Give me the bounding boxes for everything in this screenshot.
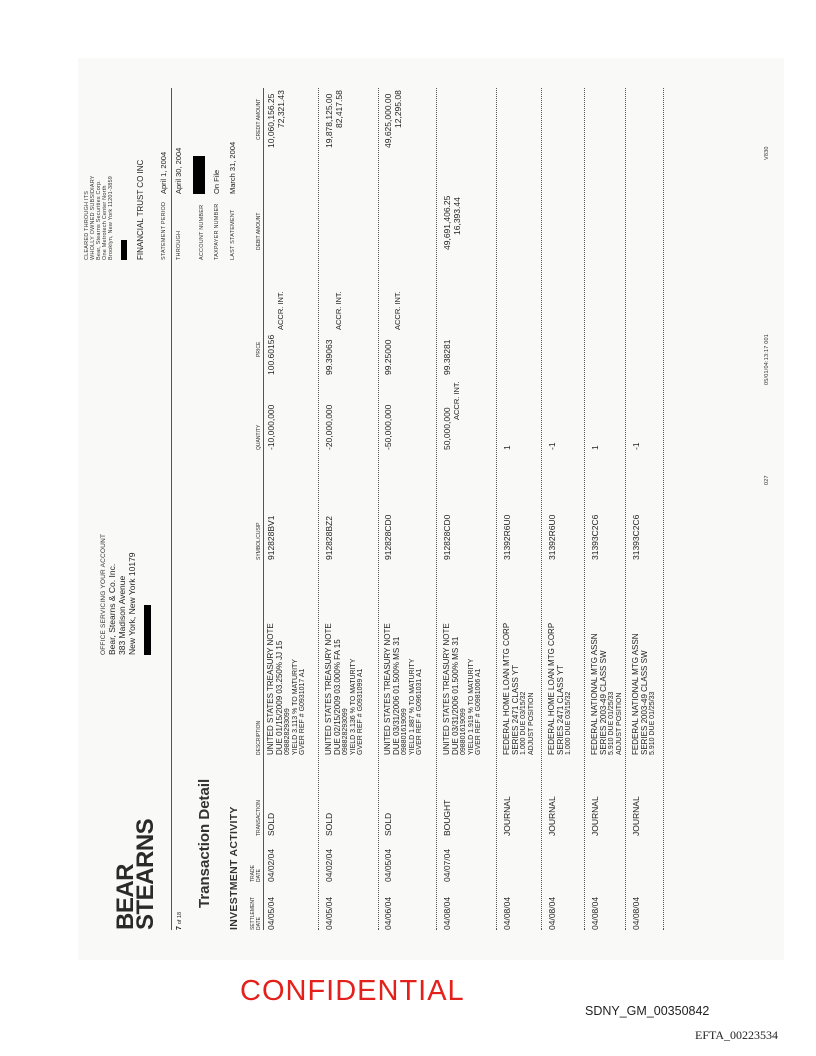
row-debit-amount-interest: 16,393.44 (452, 197, 462, 235)
row-description-line: SERIES 2003-49 CLASS SW (599, 650, 608, 755)
header-underline (263, 88, 264, 930)
row-description-line: 098801619099 (460, 708, 467, 755)
confidential-stamp: CONFIDENTIAL (240, 975, 465, 1007)
row-credit-amount-interest: 82,417.58 (334, 90, 344, 128)
column-header-trade: TRADE (250, 865, 256, 882)
row-settlement-date: 04/08/04 (590, 896, 600, 930)
row-quantity-note: ACCR. INT. (452, 381, 461, 420)
footer-code: 027 (764, 475, 770, 485)
logo-line-1: BEAR (112, 863, 139, 930)
row-description-line: UNITED STATES TREASURY NOTE (442, 623, 451, 755)
column-header-transaction: TRANSACTION (256, 800, 262, 836)
row-quantity: 1 (502, 445, 512, 450)
office-line: 383 Madison Avenue (117, 575, 127, 655)
row-settlement-date: 04/05/04 (266, 896, 276, 930)
row-separator (584, 88, 585, 930)
column-header-quantity: QUANTITY (256, 424, 262, 450)
row-separator (625, 88, 626, 930)
redaction-box (121, 240, 127, 260)
scanned-statement (78, 58, 784, 960)
row-transaction-type: BOUGHT (442, 799, 452, 836)
row-transaction-type: JOURNAL (547, 796, 557, 836)
column-header-settlement: SETTLEMENT (250, 896, 256, 930)
row-separator (663, 88, 664, 930)
row-cusip: 31392R6U0 (547, 514, 557, 560)
row-description-line: YIELD 1.887 % TO MATURITY (408, 658, 416, 755)
column-header-description: DESCRIPTION (256, 720, 262, 755)
column-header-debit: DEBIT AMOUNT (256, 212, 262, 250)
row-credit-amount: 49,625,000.00 (383, 93, 393, 148)
row-quantity: -1 (547, 442, 557, 450)
row-cusip: 31392R6U0 (502, 514, 512, 560)
period-to: April 30, 2004 (174, 147, 183, 194)
redaction-box (193, 156, 205, 194)
taxpayer-label: TAXPAYER NUMBER (214, 203, 220, 260)
row-description-line: ADJUST POSITION (527, 692, 535, 755)
office-line: OFFICE SERVICING YOUR ACCOUNT (100, 533, 107, 655)
row-separator (436, 88, 437, 930)
row-description-line: GVER REF # G0931017 A1 (299, 668, 306, 755)
office-line: Bear, Stearns & Co. Inc. (107, 563, 117, 655)
row-description-line: FEDERAL NATIONAL MTG ASSN (631, 633, 640, 755)
row-cusip: 31393C2C6 (631, 514, 641, 560)
page-title: Transaction Detail (196, 778, 213, 908)
row-settlement-date: 04/08/04 (502, 896, 512, 930)
row-description-line: 1.000 DUE 03/15/32 (565, 691, 572, 755)
row-price: 99.38281 (442, 339, 452, 375)
row-cusip: 912828BZ2 (324, 516, 334, 560)
period-from: April 1, 2004 (159, 151, 168, 194)
logo-line-2: STEARNS (132, 818, 159, 930)
row-trade-date: 04/07/04 (442, 848, 452, 882)
row-cusip: 31393C2C6 (590, 514, 600, 560)
row-cusip: 912828CD0 (383, 514, 393, 560)
column-header-settlement-date: DATE (256, 917, 262, 930)
row-description-line: GVER REF # G0931099 A1 (357, 668, 364, 755)
row-trade-date: 04/05/04 (383, 848, 393, 882)
row-description-line: FEDERAL HOME LOAN MTG CORP (502, 622, 511, 755)
row-description-line: DUE 01/15/2009 03.250% JJ 15 (275, 640, 284, 755)
row-description-line: 098801619099 (401, 708, 408, 755)
row-price: 99.25000 (383, 339, 393, 375)
row-debit-amount: 49,691,406.25 (442, 195, 452, 250)
section-title: INVESTMENT ACTIVITY (228, 806, 240, 930)
account-label: ACCOUNT NUMBER (199, 204, 205, 260)
client-name: FINANCIAL TRUST CO INC (136, 159, 145, 260)
row-description-line: DUE 02/15/2009 03.000% FA 15 (333, 639, 342, 755)
row-description-line: GVER REF # G0961031 A1 (416, 668, 423, 755)
office-line: New York, New York 10179 (127, 552, 137, 655)
header-rule (171, 88, 172, 930)
row-description-line: 098828293099 (284, 708, 291, 755)
row-description-line: 5.910 DUE 01/25/33 (608, 691, 615, 755)
row-price-note: ACCR. INT. (276, 291, 285, 330)
row-trade-date: 04/02/04 (324, 848, 334, 882)
clearing-line: One Metrotech Center North (102, 185, 108, 260)
row-description-line: 1.000 DUE 03/15/32 (520, 691, 527, 755)
clearing-line: WHOLLY OWNED SUBSIDIARY (90, 175, 96, 260)
row-transaction-type: SOLD (383, 812, 393, 836)
row-description-line: DUE 03/31/2006 01.500% MS 31 (392, 636, 401, 755)
row-description-line: UNITED STATES TREASURY NOTE (324, 623, 333, 755)
row-cusip: 912828CD0 (442, 514, 452, 560)
row-credit-amount-interest: 72,321.43 (276, 90, 286, 128)
row-separator (318, 88, 319, 930)
column-header-symbol: SYMBOL/CUSIP (256, 522, 262, 560)
through-label: THROUGH (176, 230, 182, 260)
row-credit-amount: 10,060,156.25 (266, 93, 276, 148)
row-price: 100.60156 (266, 334, 276, 375)
row-settlement-date: 04/08/04 (442, 896, 452, 930)
clearing-line: CLEARED THROUGH ITS (84, 190, 90, 260)
row-quantity: -10,000,000 (266, 404, 276, 450)
row-description-line: SERIES 2471 CLASS YT (511, 664, 520, 755)
row-description-line: ADJUST POSITION (615, 692, 623, 755)
page-current: 7 (176, 926, 183, 930)
last-statement-value: March 31, 2004 (228, 141, 237, 194)
clearing-line: Brooklyn, New York 11201-3859 (108, 176, 114, 260)
row-description-line: SERIES 2003-49 CLASS SW (640, 650, 649, 755)
period-label: STATEMENT PERIOD (161, 201, 167, 260)
row-description-line: DUE 03/31/2006 01.500% MS 31 (451, 636, 460, 755)
clearing-line: Bear, Stearns Securities Corp. (96, 180, 102, 260)
row-quantity: 50,000,000 (442, 407, 452, 450)
bear-stearns-logo (112, 818, 159, 930)
row-settlement-date: 04/05/04 (324, 896, 334, 930)
page-indicator (176, 912, 183, 930)
row-description-line: FEDERAL HOME LOAN MTG CORP (547, 622, 556, 755)
row-settlement-date: 04/06/04 (383, 896, 393, 930)
rotated-page (78, 58, 784, 960)
footer-code: 05/01/04:13:17 001 (764, 333, 770, 385)
row-description-line: UNITED STATES TREASURY NOTE (383, 623, 392, 755)
row-description-line: GVER REF # G0981006 A1 (475, 668, 482, 755)
row-transaction-type: JOURNAL (590, 796, 600, 836)
row-description-line: 5.910 DUE 01/25/33 (649, 691, 656, 755)
row-price-note: ACCR. INT. (393, 291, 402, 330)
row-description-line: UNITED STATES TREASURY NOTE (266, 623, 275, 755)
redaction-box (144, 605, 151, 655)
row-credit-amount: 19,878,125.00 (324, 93, 334, 148)
row-description-line: SERIES 2471 CLASS YT (556, 664, 565, 755)
row-quantity: -50,000,000 (383, 404, 393, 450)
row-description-line: YIELD 1.919 % TO MATURITY (467, 658, 475, 755)
row-transaction-type: SOLD (324, 812, 334, 836)
row-transaction-type: SOLD (266, 812, 276, 836)
row-price-note: ACCR. INT. (334, 291, 343, 330)
row-trade-date: 04/02/04 (266, 848, 276, 882)
row-settlement-date: 04/08/04 (547, 896, 557, 930)
row-description-line: YIELD 3.113 % TO MATURITY (291, 659, 299, 755)
row-separator (378, 88, 379, 930)
row-description-line: YIELD 3.136 % TO MATURITY (349, 658, 357, 755)
row-credit-amount-interest: 12,295.08 (393, 90, 403, 128)
efta-number: EFTA_00223534 (695, 1028, 779, 1042)
row-price: 99.39063 (324, 339, 334, 375)
row-settlement-date: 04/08/04 (631, 896, 641, 930)
column-header-trade-date: DATE (256, 869, 262, 882)
row-quantity: -20,000,000 (324, 404, 334, 450)
row-separator (496, 88, 497, 930)
page-total: of 18 (177, 911, 183, 925)
footer-code: V830 (764, 146, 770, 160)
taxpayer-value: On File (212, 169, 221, 194)
row-transaction-type: JOURNAL (502, 796, 512, 836)
row-quantity: 1 (590, 445, 600, 450)
column-header-price: PRICE (256, 341, 262, 357)
row-separator (541, 88, 542, 930)
last-statement-label: LAST STATEMENT (230, 209, 236, 260)
row-description-line: 098828293099 (342, 708, 349, 755)
row-description-line: FEDERAL NATIONAL MTG ASSN (590, 633, 599, 755)
office-address (100, 534, 137, 655)
clearing-address (84, 175, 114, 260)
row-cusip: 912828BV1 (266, 515, 276, 560)
column-header-credit: CREDIT AMOUNT (256, 98, 262, 140)
bates-number: SDNY_GM_00350842 (585, 1004, 710, 1018)
row-quantity: -1 (631, 442, 641, 450)
row-transaction-type: JOURNAL (631, 796, 641, 836)
